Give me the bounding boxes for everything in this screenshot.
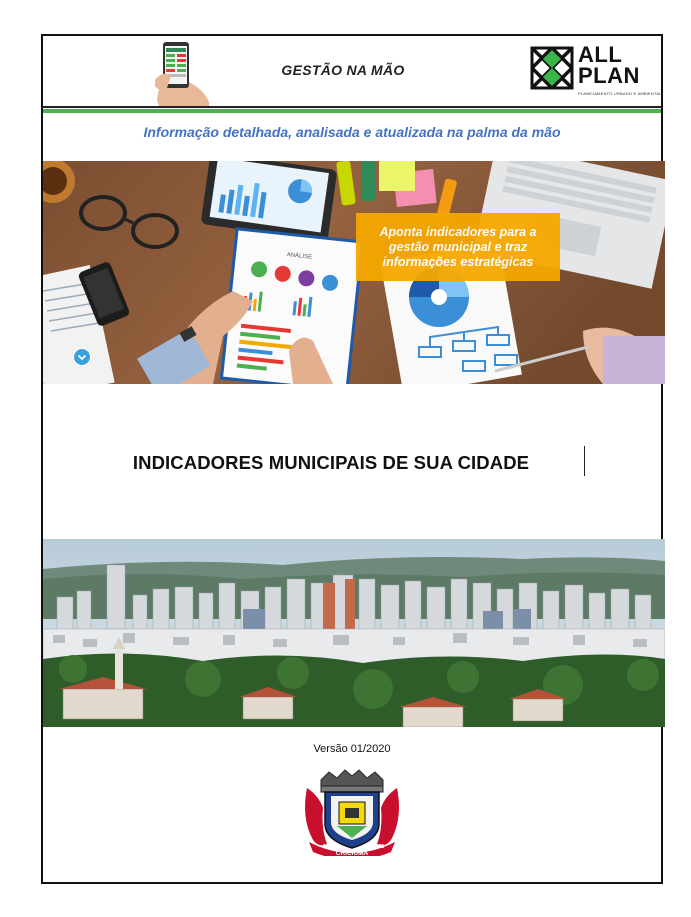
logo-subtitle: PLANEJAMENTO URBANO E AMBIENTAL <box>578 91 662 96</box>
hero-chart-caption: ANÁLISE <box>286 252 313 261</box>
logo-text <box>578 44 640 86</box>
crest-year-left: 1880 <box>323 844 336 850</box>
text-cursor <box>584 446 585 476</box>
page-frame <box>41 34 663 884</box>
allplan-logo <box>530 42 662 98</box>
hero-desk-illustration <box>43 161 665 384</box>
city-skyline-illustration <box>43 539 665 727</box>
city-skyline-photo <box>43 539 665 727</box>
allplan-logo-icon <box>530 46 574 90</box>
chevron-down-icon <box>74 349 90 365</box>
main-heading: INDICADORES MUNICIPAIS DE SUA CIDADE <box>132 452 530 473</box>
hero-callout <box>356 213 560 281</box>
hero-image <box>43 161 665 384</box>
header-green-rule <box>43 109 661 113</box>
scroll-down-button[interactable] <box>73 348 91 366</box>
version-label: Versão 01/2020 <box>313 743 391 755</box>
phone-illustration-icon <box>149 40 219 106</box>
header-title: GESTÃO NA MÃO <box>281 62 405 78</box>
header <box>43 36 661 106</box>
crest-city-name: CRICIÚMA <box>335 850 369 856</box>
logo-line-1: ALL <box>578 42 623 67</box>
tagline: Informação detalhada, analisada e atualizada na palma da mão <box>143 124 561 140</box>
hero-callout-text: Aponta indicadores para a gestão municipal e traz informações estratégicas <box>379 224 537 269</box>
header-divider <box>43 106 661 108</box>
logo-line-2: PLAN <box>578 63 640 88</box>
crest-year-right: 1925 <box>372 844 385 850</box>
coat-of-arms-icon <box>299 768 405 856</box>
